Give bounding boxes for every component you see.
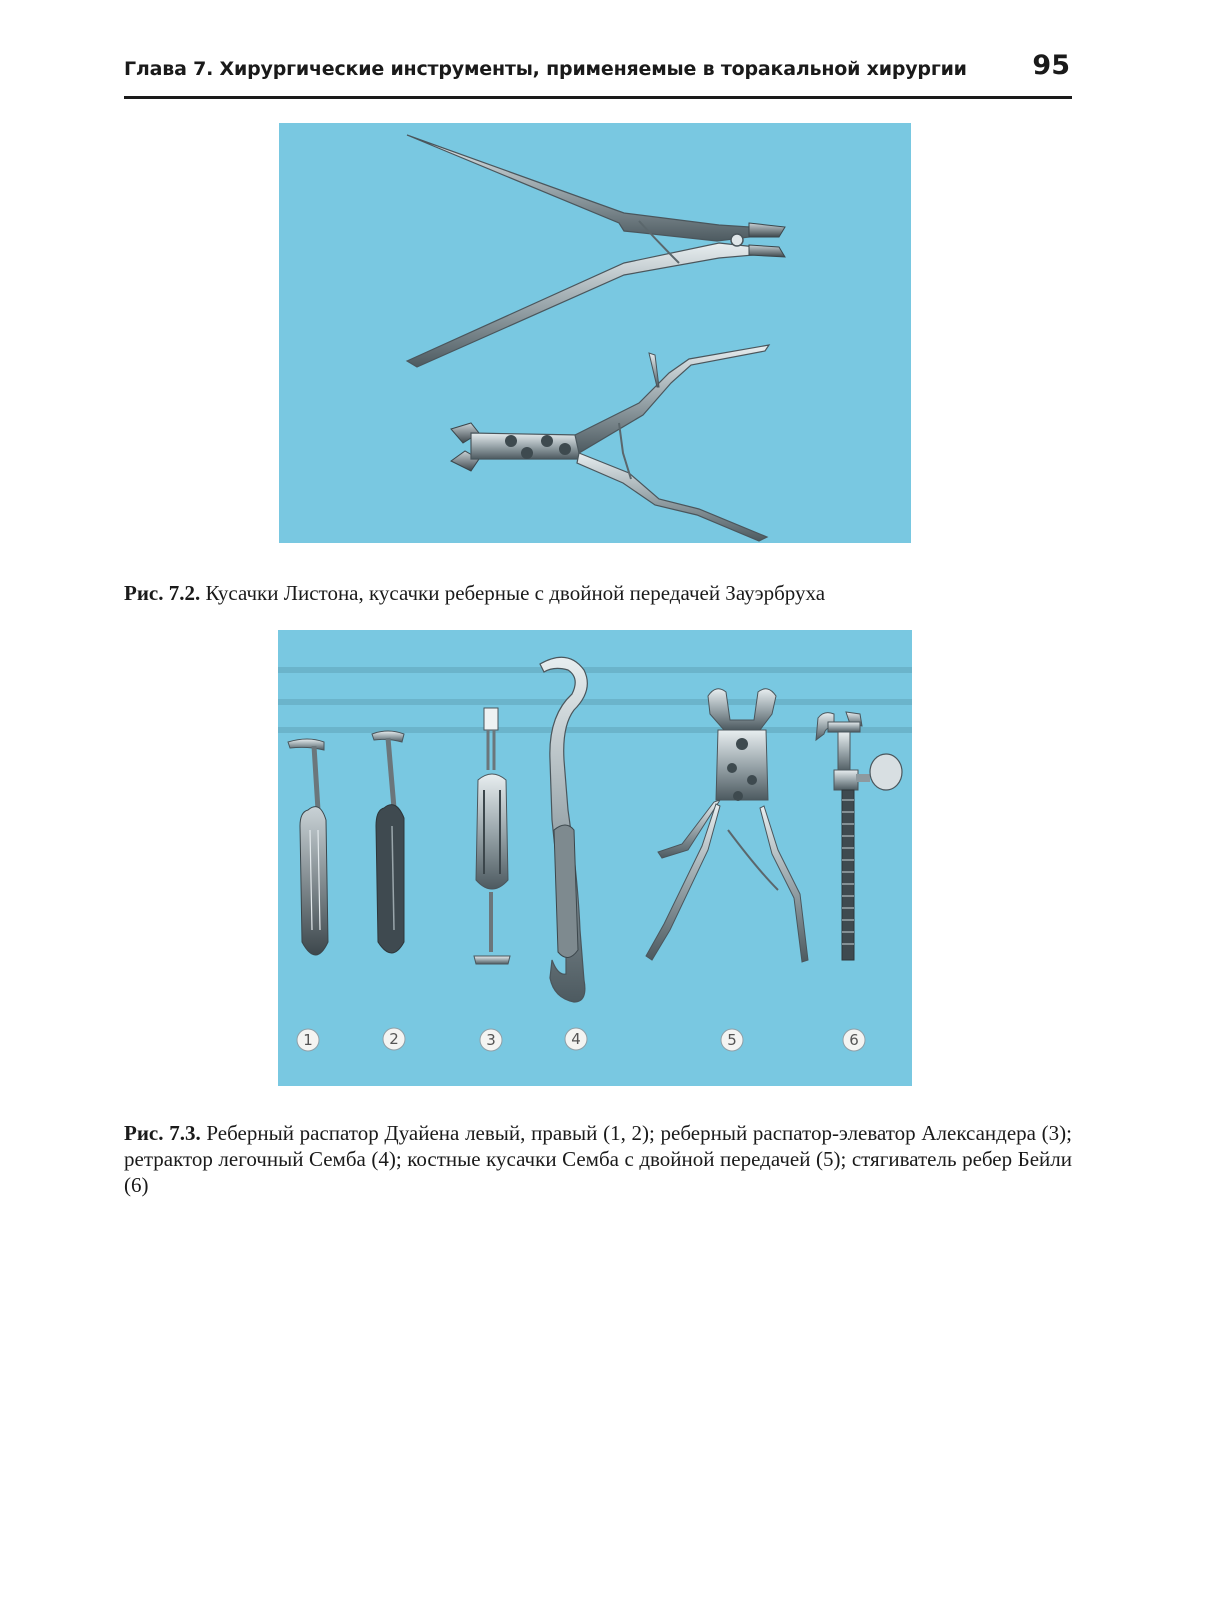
- doyen-raspatory-left-image: [288, 739, 328, 955]
- figure-7-3-caption: [124, 1120, 1072, 1198]
- svg-text:4: 4: [571, 1030, 581, 1048]
- alexander-raspatory-elevator-image: [474, 708, 510, 964]
- svg-text:1: 1: [303, 1031, 313, 1049]
- svg-text:3: 3: [486, 1031, 496, 1049]
- figure-7-3-label: Рис. 7.3.: [124, 1121, 201, 1145]
- page-number: 95: [1032, 50, 1070, 81]
- sauerbruch-rib-shears-image: [451, 345, 769, 541]
- svg-text:2: 2: [389, 1030, 399, 1048]
- badge-2: [383, 1028, 405, 1050]
- badge-3: [480, 1029, 502, 1051]
- doyen-raspatory-right-image: [372, 731, 404, 953]
- figure-7-2-label: Рис. 7.2.: [124, 581, 201, 605]
- figure-7-2-photo: [279, 123, 911, 543]
- figure-7-3-caption-text: Реберный распатор Дуайена левый, правый (1, 2); реберный распатор-элеватор Александера (3); ретрактор легочный Семба (4); костные кусачки Семба с двойной передачей (5); стягиватель ребер Бейли (6): [124, 1121, 1073, 1197]
- figure-7-3-photo: [278, 630, 912, 1086]
- figure-7-2-caption-text: Кусачки Листона, кусачки реберные с двойной передачей Зауэрбруха: [200, 581, 826, 605]
- running-head: [124, 52, 1072, 99]
- figure-number-badges: [297, 1028, 865, 1051]
- chapter-title: Глава 7. Хирургические инструменты, применяемые в торакальной хирургии: [124, 58, 967, 80]
- figure-7-3-illustration: [278, 630, 912, 1086]
- svg-text:5: 5: [727, 1031, 737, 1049]
- svg-text:6: 6: [849, 1031, 859, 1049]
- bailey-rib-contractor-image: [816, 712, 902, 960]
- figure-7-2-caption: [124, 580, 1072, 606]
- liston-forceps-image: [407, 135, 785, 367]
- badge-4: [565, 1028, 587, 1050]
- semb-lung-retractor-image: [540, 657, 587, 1002]
- badge-6: [843, 1029, 865, 1051]
- badge-1: [297, 1029, 319, 1051]
- figure-7-2-illustration: [279, 123, 911, 543]
- badge-5: [721, 1029, 743, 1051]
